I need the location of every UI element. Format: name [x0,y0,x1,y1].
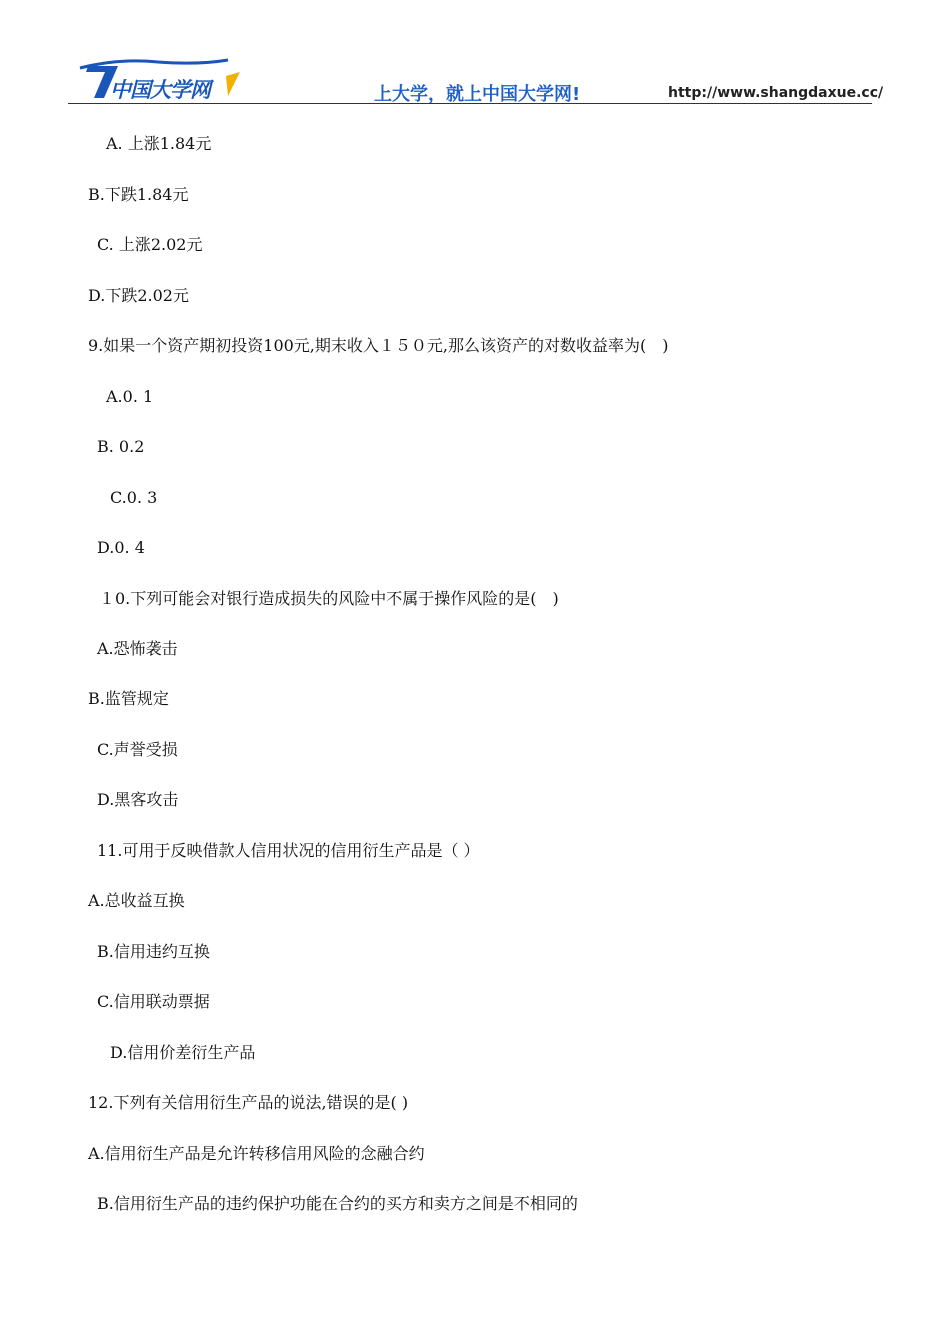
option-line: D.黑客攻击 [97,790,179,809]
option-line: A. 上涨1.84元 [106,134,212,153]
option-line: B.监管规定 [88,689,169,708]
option-line: D.0. 4 [97,538,145,557]
option-line: A.0. 1 [106,387,154,406]
option-line: C.信用联动票据 [97,992,210,1011]
option-line: C. 上涨2.02元 [97,235,203,254]
option-line: D.下跌2.02元 [88,286,189,305]
question-10: １0.下列可能会对银行造成损失的风险中不属于操作风险的是( ) [99,589,559,608]
option-line: B.信用衍生产品的违约保护功能在合约的买方和卖方之间是不相同的 [97,1194,578,1213]
header-divider [68,103,872,104]
question-11: 11.可用于反映借款人信用状况的信用衍生产品是（ ） [97,841,480,860]
option-line: D.信用价差衍生产品 [110,1043,256,1062]
option-line: B.下跌1.84元 [88,185,189,204]
option-line: C.声誉受损 [97,740,178,759]
question-12: 12.下列有关信用衍生产品的说法,错误的是( ) [88,1093,409,1112]
option-line: A.信用衍生产品是允许转移信用风险的念融合约 [88,1144,425,1163]
header-slogan: 上大学，就上中国大学网! [374,84,581,105]
option-line: B.信用违约互换 [97,942,210,961]
option-line: A.恐怖袭击 [97,639,178,658]
header-url-link[interactable]: http://www.shangdaxue.cc/ [668,85,884,101]
question-9: 9.如果一个资产期初投资100元,期末收入１５０元,那么该资产的对数收益率为( ) [88,336,669,355]
page-header [68,52,884,108]
logo-text: 中国大学网 [110,78,210,102]
option-line: C.0. 3 [110,488,158,507]
site-logo[interactable] [78,56,248,102]
option-line: B. 0.2 [97,437,145,456]
option-line: A.总收益互换 [88,891,185,910]
